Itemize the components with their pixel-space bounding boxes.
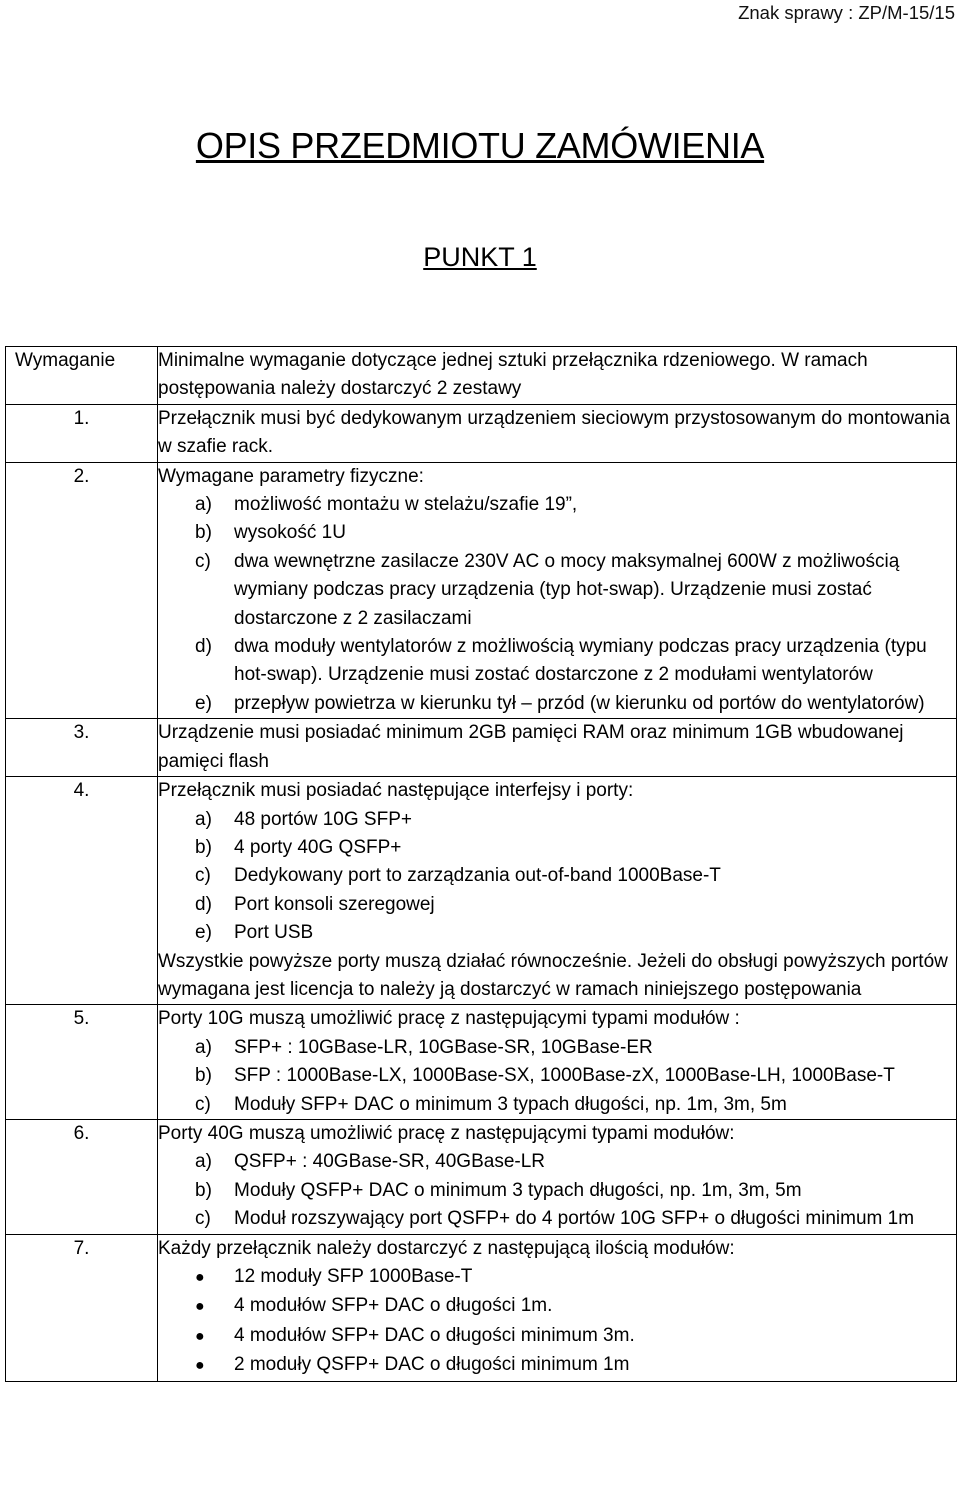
bullet-icon <box>195 1322 234 1351</box>
sub-item-text: dwa wewnętrzne zasilacze 230V AC o mocy maksymalnej 600W z możliwością wymiany podczas pracy urządzenia (typ hot-swap). Urządzenie musi zostać dostarczone z 2 zasilaczami <box>234 550 900 629</box>
bullet-item <box>158 1263 956 1292</box>
requirement-content <box>158 777 957 1005</box>
sub-item <box>158 1148 956 1176</box>
sub-item-label: c) <box>195 865 211 887</box>
sub-item <box>158 834 956 862</box>
bullet-item <box>158 1351 956 1380</box>
bullet-item <box>158 1292 956 1321</box>
sub-item <box>158 862 956 890</box>
requirement-content <box>158 462 957 719</box>
sub-item <box>158 548 956 633</box>
sub-item-text: SFP+ : 10GBase-LR, 10GBase-SR, 10GBase-ER <box>234 1036 653 1058</box>
requirement-content <box>158 1005 957 1120</box>
sub-item-label: b) <box>195 836 212 858</box>
requirement-content <box>158 1234 957 1381</box>
sub-item <box>158 1034 956 1062</box>
sub-item-text: Dedykowany port to zarządzania out-of-band 1000Base-T <box>234 865 721 887</box>
requirement-content <box>158 1119 957 1234</box>
requirement-text: Porty 10G muszą umożliwić pracę z następującymi typami modułów : <box>158 1008 740 1030</box>
sub-item-label: c) <box>195 1093 211 1115</box>
document-title: OPIS PRZEDMIOTU ZAMÓWIENIA <box>195 125 765 166</box>
requirement-number: 6. <box>6 1119 158 1234</box>
sub-item-label: e) <box>195 692 212 714</box>
bullet-icon <box>195 1351 234 1380</box>
bullet-icon <box>195 1263 234 1292</box>
bullet-text: 4 modułów SFP+ DAC o długości minimum 3m. <box>234 1324 635 1346</box>
bullet-text: 12 moduły SFP 1000Base-T <box>234 1266 473 1287</box>
header-text: Minimalne wymaganie dotyczące jednej sztuki przełącznika rdzeniowego. W ramach postępowania należy dostarczyć 2 zestawy <box>158 347 957 405</box>
table-row <box>6 1234 957 1381</box>
table-row <box>6 777 957 1005</box>
sub-item <box>158 1091 956 1119</box>
requirement-text: Przełącznik musi posiadać następujące interfejsy i porty: <box>158 780 634 802</box>
requirement-number: 7. <box>6 1234 158 1381</box>
requirement-text: Urządzenie musi posiadać minimum 2GB pamięci RAM oraz minimum 1GB wbudowanej pamięci flash <box>158 722 904 772</box>
bullet-icon <box>195 1292 234 1321</box>
sub-item <box>158 491 956 519</box>
section-heading: PUNKT 1 <box>423 242 537 272</box>
requirement-number: 4. <box>6 777 158 1005</box>
table-row <box>6 404 957 462</box>
sub-item <box>158 690 956 718</box>
requirement-text: Porty 40G muszą umożliwić pracę z następującymi typami modułów: <box>158 1122 735 1144</box>
sub-item-label: b) <box>195 1179 212 1201</box>
sub-item-text: 4 porty 40G QSFP+ <box>234 836 402 858</box>
sub-item-label: a) <box>195 1036 212 1058</box>
requirement-number: 5. <box>6 1005 158 1120</box>
sub-item-text: wysokość 1U <box>234 522 346 544</box>
sub-item <box>158 891 956 919</box>
sub-item <box>158 633 956 690</box>
sub-item-text: Moduły QSFP+ DAC o minimum 3 typach długości, np. 1m, 3m, 5m <box>234 1179 802 1201</box>
sub-item-text: Moduły SFP+ DAC o minimum 3 typach długości, np. 1m, 3m, 5m <box>234 1093 787 1115</box>
sub-item-label: b) <box>195 1065 212 1087</box>
table-row <box>6 1119 957 1234</box>
sub-item-label: a) <box>195 808 212 830</box>
sub-item-text: Port konsoli szeregowej <box>234 893 435 915</box>
requirement-text: Przełącznik musi być dedykowanym urządzeniem sieciowym przystosowanym do montowania w szafie rack. <box>158 407 950 458</box>
requirement-text: Wymagane parametry fizyczne: <box>158 465 424 487</box>
requirement-content <box>158 719 957 777</box>
sub-item-label: c) <box>195 1208 211 1230</box>
sub-item-text: Moduł rozszywający port QSFP+ do 4 portów 10G SFP+ o długości minimum 1m <box>234 1208 915 1230</box>
sub-item-text: 48 portów 10G SFP+ <box>234 808 412 830</box>
sub-item <box>158 919 956 947</box>
sub-item-text: SFP : 1000Base-LX, 1000Base-SX, 1000Base-zX, 1000Base-LH, 1000Base-T <box>234 1065 895 1087</box>
sub-item-text: dwa moduły wentylatorów z możliwością wymiany podczas pracy urządzenia (typu hot-swap). Urządzenie musi zostać dostarczone z 2 modułami wentylatorów <box>234 636 927 686</box>
requirements-table <box>5 346 957 1382</box>
sub-item-label: a) <box>195 494 212 516</box>
sub-item <box>158 1062 956 1090</box>
requirement-number: 2. <box>6 462 158 719</box>
requirement-content <box>158 404 957 462</box>
requirement-number: 3. <box>6 719 158 777</box>
requirement-note: Wszystkie powyższe porty muszą działać równocześnie. Jeżeli do obsługi powyższych portów wymagana jest licencja to należy ją dostarczyć w ramach niniejszego postępowania <box>158 950 948 1000</box>
sub-item-label: d) <box>195 893 212 915</box>
table-header-row <box>6 347 957 405</box>
sub-item-label: a) <box>195 1151 212 1173</box>
sub-item-text: przepływ powietrza w kierunku tył – przód (w kierunku od portów do wentylatorów) <box>234 692 925 714</box>
bullet-item <box>158 1322 956 1351</box>
sub-item-label: b) <box>195 522 212 544</box>
sub-item-text: QSFP+ : 40GBase-SR, 40GBase-LR <box>234 1151 545 1173</box>
table-row <box>6 1005 957 1120</box>
sub-item <box>158 806 956 834</box>
table-row <box>6 462 957 719</box>
sub-item <box>158 519 956 547</box>
case-number: Znak sprawy : ZP/M-15/15 <box>738 2 955 23</box>
requirement-text: Każdy przełącznik należy dostarczyć z następującą ilością modułów: <box>158 1237 735 1259</box>
sub-item-text: możliwość montażu w stelażu/szafie 19”, <box>234 494 578 516</box>
sub-item-label: e) <box>195 922 212 944</box>
sub-item-text: Port USB <box>234 922 314 944</box>
sub-item <box>158 1177 956 1205</box>
header-label: Wymaganie <box>6 347 158 405</box>
bullet-text: 2 moduły QSFP+ DAC o długości minimum 1m <box>234 1354 630 1376</box>
sub-item-label: d) <box>195 636 212 658</box>
table-row <box>6 719 957 777</box>
requirement-number: 1. <box>6 404 158 462</box>
sub-item-label: c) <box>195 550 211 572</box>
bullet-text: 4 modułów SFP+ DAC o długości 1m. <box>234 1295 553 1317</box>
sub-item <box>158 1205 956 1233</box>
